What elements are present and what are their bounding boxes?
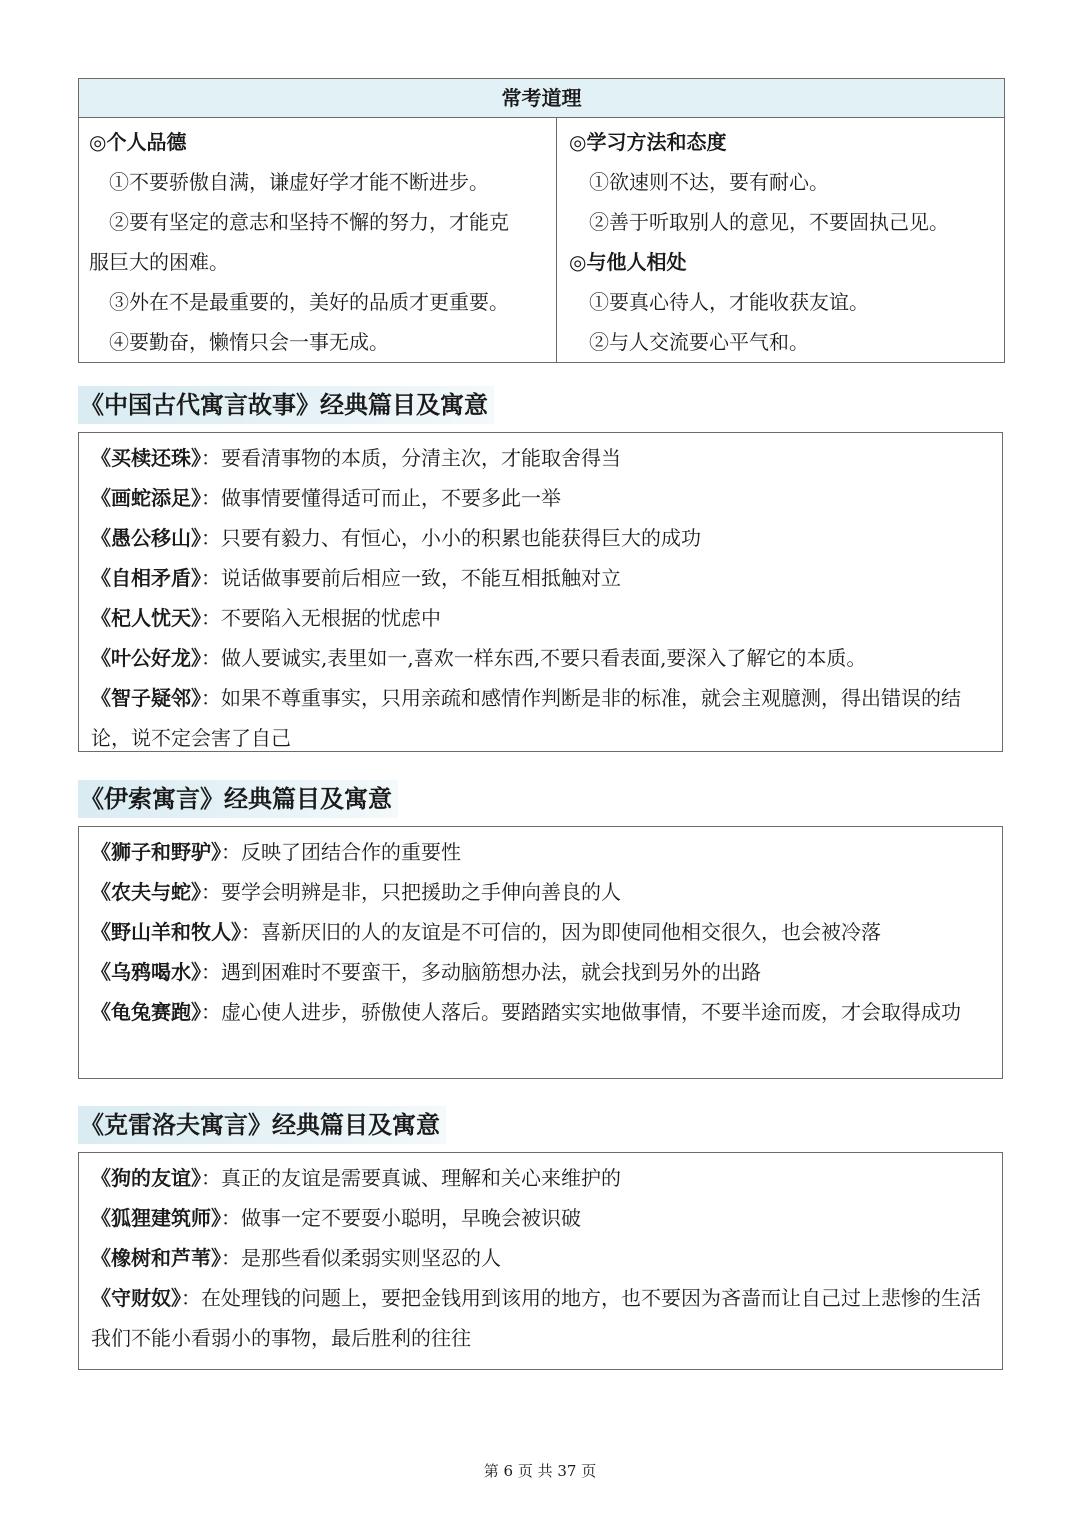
section-heading: 《伊索寓言》经典篇目及寓意 (78, 780, 398, 818)
fable-moral: 反映了团结合作的重要性 (241, 840, 461, 864)
list-item (91, 872, 990, 912)
list-item (91, 1158, 990, 1198)
separator: ： (201, 526, 221, 550)
fable-moral: 做事一定不要耍小聪明，早晚会被识破 (241, 1206, 581, 1230)
list-item (91, 638, 990, 678)
table-right-column (557, 118, 1004, 362)
page-footer: 第 6 页 共 37 页 (483, 1462, 597, 1480)
fable-moral: 如果不尊重事实，只用亲疏和感情作判断是非的标准，就会主观臆测，得出错误的结论，说不定会害了自己 (91, 686, 961, 750)
section-heading: 《克雷洛夫寓言》经典篇目及寓意 (78, 1106, 446, 1144)
list-item: ④要勤奋，懒惰只会一事无成。 (109, 330, 389, 354)
list-item (91, 558, 990, 598)
fable-title: 《狐狸建筑师》 (91, 1206, 221, 1230)
fable-moral: 喜新厌旧的人的友谊是不可信的，因为即使同他相交很久，也会被冷落 (261, 920, 881, 944)
list-item: ①欲速则不达，要有耐心。 (589, 170, 829, 194)
list-item: ①不要骄傲自满，谦虚好学才能不断进步。 (109, 170, 489, 194)
list-item (91, 952, 990, 992)
section-heading: 《中国古代寓言故事》经典篇目及寓意 (78, 386, 494, 424)
fable-moral: 要学会明辨是非，只把援助之手伸向善良的人 (221, 880, 621, 904)
list-item (91, 478, 990, 518)
fable-title: 《野山羊和牧人》 (91, 920, 241, 944)
separator: ： (201, 1166, 221, 1190)
table-left-column (79, 118, 557, 362)
list-item: ③外在不是最重要的，美好的品质才更重要。 (109, 290, 509, 314)
list-item: ②要有坚定的意志和坚持不懈的努力，才能克 (109, 210, 509, 234)
list-item (91, 1238, 990, 1278)
separator: ： (201, 566, 221, 590)
fable-title: 《守财奴》 (91, 1286, 181, 1310)
table-body (79, 118, 1004, 362)
list-item: 服巨大的困难。 (89, 250, 229, 274)
fable-box (78, 1152, 1003, 1370)
category-heading: ◎与他人相处 (569, 250, 687, 274)
fable-title: 《愚公移山》 (91, 526, 201, 550)
fable-title: 《买椟还珠》 (91, 446, 201, 470)
table-header: 常考道理 (79, 79, 1004, 118)
list-item (91, 598, 990, 638)
fable-moral: 虚心使人进步，骄傲使人落后。要踏踏实实地做事情，不要半途而废，才会取得成功 (221, 1000, 961, 1024)
fable-box (78, 826, 1003, 1079)
list-item: ①要真心待人，才能收获友谊。 (589, 290, 869, 314)
fable-box (78, 432, 1003, 752)
list-item: ②善于听取别人的意见，不要固执己见。 (589, 210, 949, 234)
separator: ： (221, 1246, 241, 1270)
separator: ： (201, 880, 221, 904)
fable-title: 《橡树和芦苇》 (91, 1246, 221, 1270)
separator: ： (201, 686, 221, 710)
separator: ： (201, 646, 221, 670)
fable-title: 《狮子和野驴》 (91, 840, 221, 864)
separator: ： (221, 840, 241, 864)
separator: ： (201, 486, 221, 510)
fable-moral: 遇到困难时不要蛮干，多动脑筋想办法，就会找到另外的出路 (221, 960, 761, 984)
list-item (91, 912, 990, 952)
fable-moral: 要看清事物的本质，分清主次，才能取舍得当 (221, 446, 621, 470)
list-item (91, 992, 990, 1032)
separator: ： (201, 606, 221, 630)
fable-moral: 说话做事要前后相应一致，不能互相抵触对立 (221, 566, 621, 590)
fable-title: 《乌鸦喝水》 (91, 960, 201, 984)
separator: ： (201, 960, 221, 984)
fable-moral: 做事情要懂得适可而止，不要多此一举 (221, 486, 561, 510)
separator: ： (221, 1206, 241, 1230)
separator: ： (201, 446, 221, 470)
fable-title: 《智子疑邻》 (91, 686, 201, 710)
list-item (91, 678, 990, 758)
fable-moral: 不要陷入无根据的忧虑中 (221, 606, 441, 630)
list-item: ②与人交流要心平气和。 (589, 330, 809, 354)
fable-moral: 只要有毅力、有恒心，小小的积累也能获得巨大的成功 (221, 526, 701, 550)
fable-moral: 在处理钱的问题上，要把金钱用到该用的地方，也不要因为吝啬而让自己过上悲惨的生活我们不能小看弱小的事物，最后胜利的往往 (91, 1286, 981, 1350)
fable-moral: 是那些看似柔弱实则坚忍的人 (241, 1246, 501, 1270)
fable-title: 《龟兔赛跑》 (91, 1000, 201, 1024)
list-item (91, 438, 990, 478)
fable-moral: 真正的友谊是需要真诚、理解和关心来维护的 (221, 1166, 621, 1190)
separator: ： (241, 920, 261, 944)
fable-title: 《画蛇添足》 (91, 486, 201, 510)
list-item (91, 518, 990, 558)
category-heading: ◎个人品德 (89, 130, 187, 154)
fable-title: 《自相矛盾》 (91, 566, 201, 590)
list-item (91, 1198, 990, 1238)
fable-moral: 做人要诚实,表里如一,喜欢一样东西,不要只看表面,要深入了解它的本质。 (221, 646, 867, 670)
separator: ： (201, 1000, 221, 1024)
fable-title: 《杞人忧天》 (91, 606, 201, 630)
separator: ： (181, 1286, 201, 1310)
category-heading: ◎学习方法和态度 (569, 130, 727, 154)
fable-title: 《农夫与蛇》 (91, 880, 201, 904)
principles-table (78, 78, 1005, 363)
fable-title: 《狗的友谊》 (91, 1166, 201, 1190)
list-item (91, 832, 990, 872)
fable-title: 《叶公好龙》 (91, 646, 201, 670)
list-item (91, 1278, 990, 1358)
